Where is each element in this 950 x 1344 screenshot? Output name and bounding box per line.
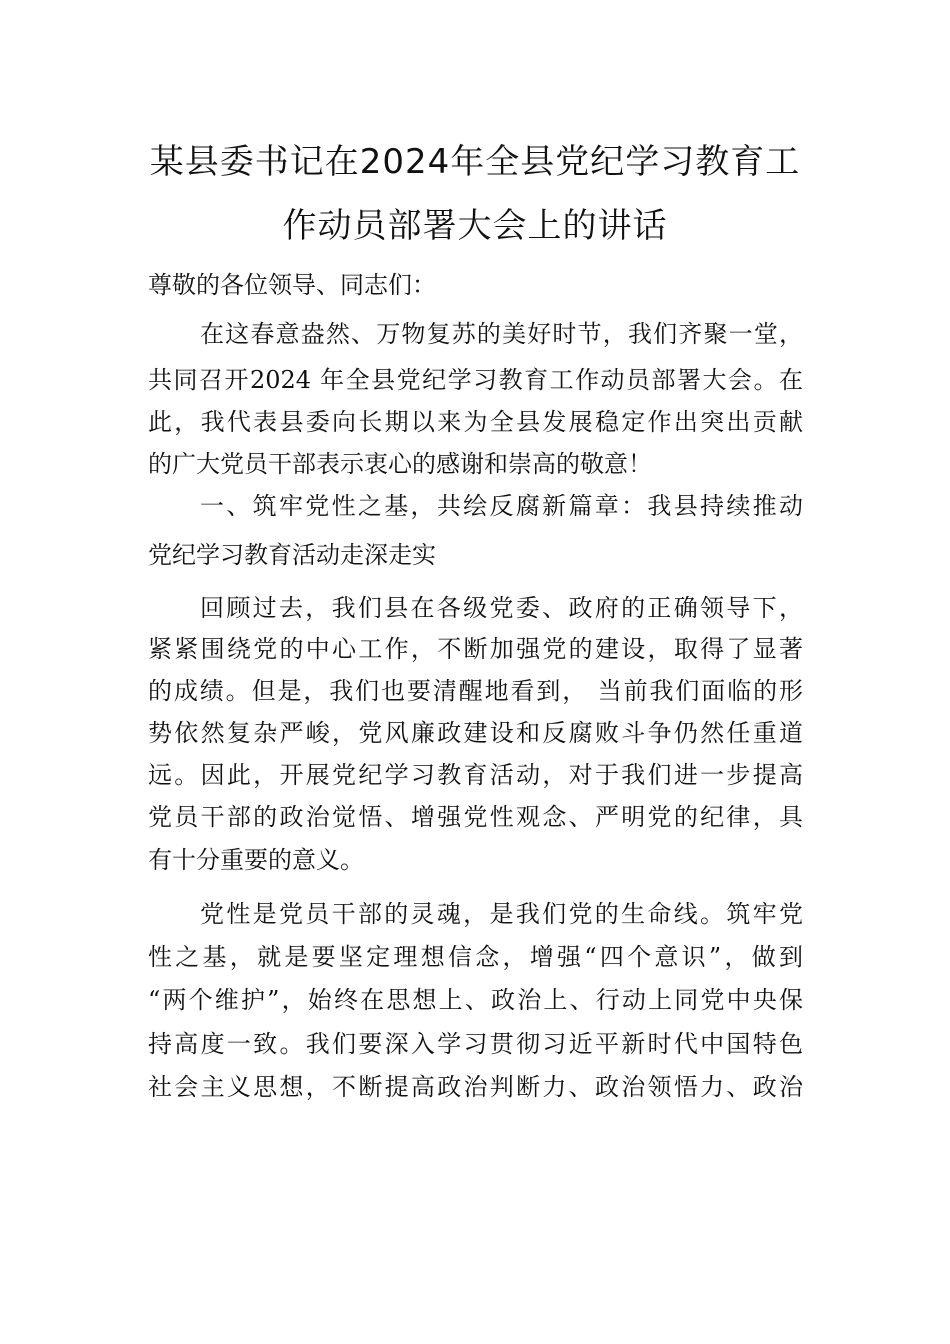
salutation: 尊敬的各位领导、同志们：: [148, 271, 436, 299]
paragraph-3-line-3: “两个维护”，始终在思想上、政治上、行动上同党中央保: [148, 986, 803, 1014]
paragraph-3-line-4: 持高度一致。我们要深入学习贯彻习近平新时代中国特色: [148, 1030, 803, 1058]
document-title-line-2: 作动员部署大会上的讲话: [282, 206, 668, 246]
paragraph-3-line-5: 社会主义思想，不断提高政治判断力、政治领悟力、政治: [148, 1073, 803, 1101]
document-title-line-1: 某县委书记在2024年全县党纪学习教育工: [149, 142, 801, 182]
section-heading-line-1: 一、筑牢党性之基，共绘反腐新篇章：我县持续推动: [200, 492, 803, 520]
paragraph-1-line-3: 此，我代表县委向长期以来为全县发展稳定作出突出贡献: [148, 408, 803, 436]
paragraph-2-line-2: 紧紧围绕党的中心工作，不断加强党的建设，取得了显著: [148, 635, 803, 663]
section-heading-line-2: 党纪学习教育活动走深走实: [148, 541, 436, 569]
paragraph-2-line-4: 势依然复杂严峻，党风廉政建设和反腐败斗争仍然任重道: [148, 719, 803, 747]
paragraph-2-line-7: 有十分重要的意义。: [148, 846, 364, 874]
paragraph-2-line-6: 党员干部的政治觉悟、增强党性观念、严明党的纪律，具: [148, 803, 803, 831]
paragraph-2-line-5: 远。因此，开展党纪学习教育活动，对于我们进一步提高: [148, 761, 803, 789]
paragraph-1-line-1: 在这春意盎然、万物复苏的美好时节，我们齐聚一堂，: [200, 320, 803, 348]
paragraph-1-line-4: 的广大党员干部表示衷心的感谢和崇高的敬意！: [148, 450, 652, 478]
paragraph-2-line-3: 的成绩。但是，我们也要清醒地看到， 当前我们面临的形: [148, 677, 803, 705]
paragraph-3-line-2: 性之基，就是要坚定理想信念，增强“四个意识”，做到: [148, 943, 803, 971]
paragraph-1-line-2: 共同召开2024 年全县党纪学习教育工作动员部署大会。在: [148, 366, 803, 394]
paragraph-2-line-1: 回顾过去，我们县在各级党委、政府的正确领导下，: [200, 594, 803, 622]
paragraph-3-line-1: 党性是党员干部的灵魂，是我们党的生命线。筑牢党: [200, 900, 803, 928]
